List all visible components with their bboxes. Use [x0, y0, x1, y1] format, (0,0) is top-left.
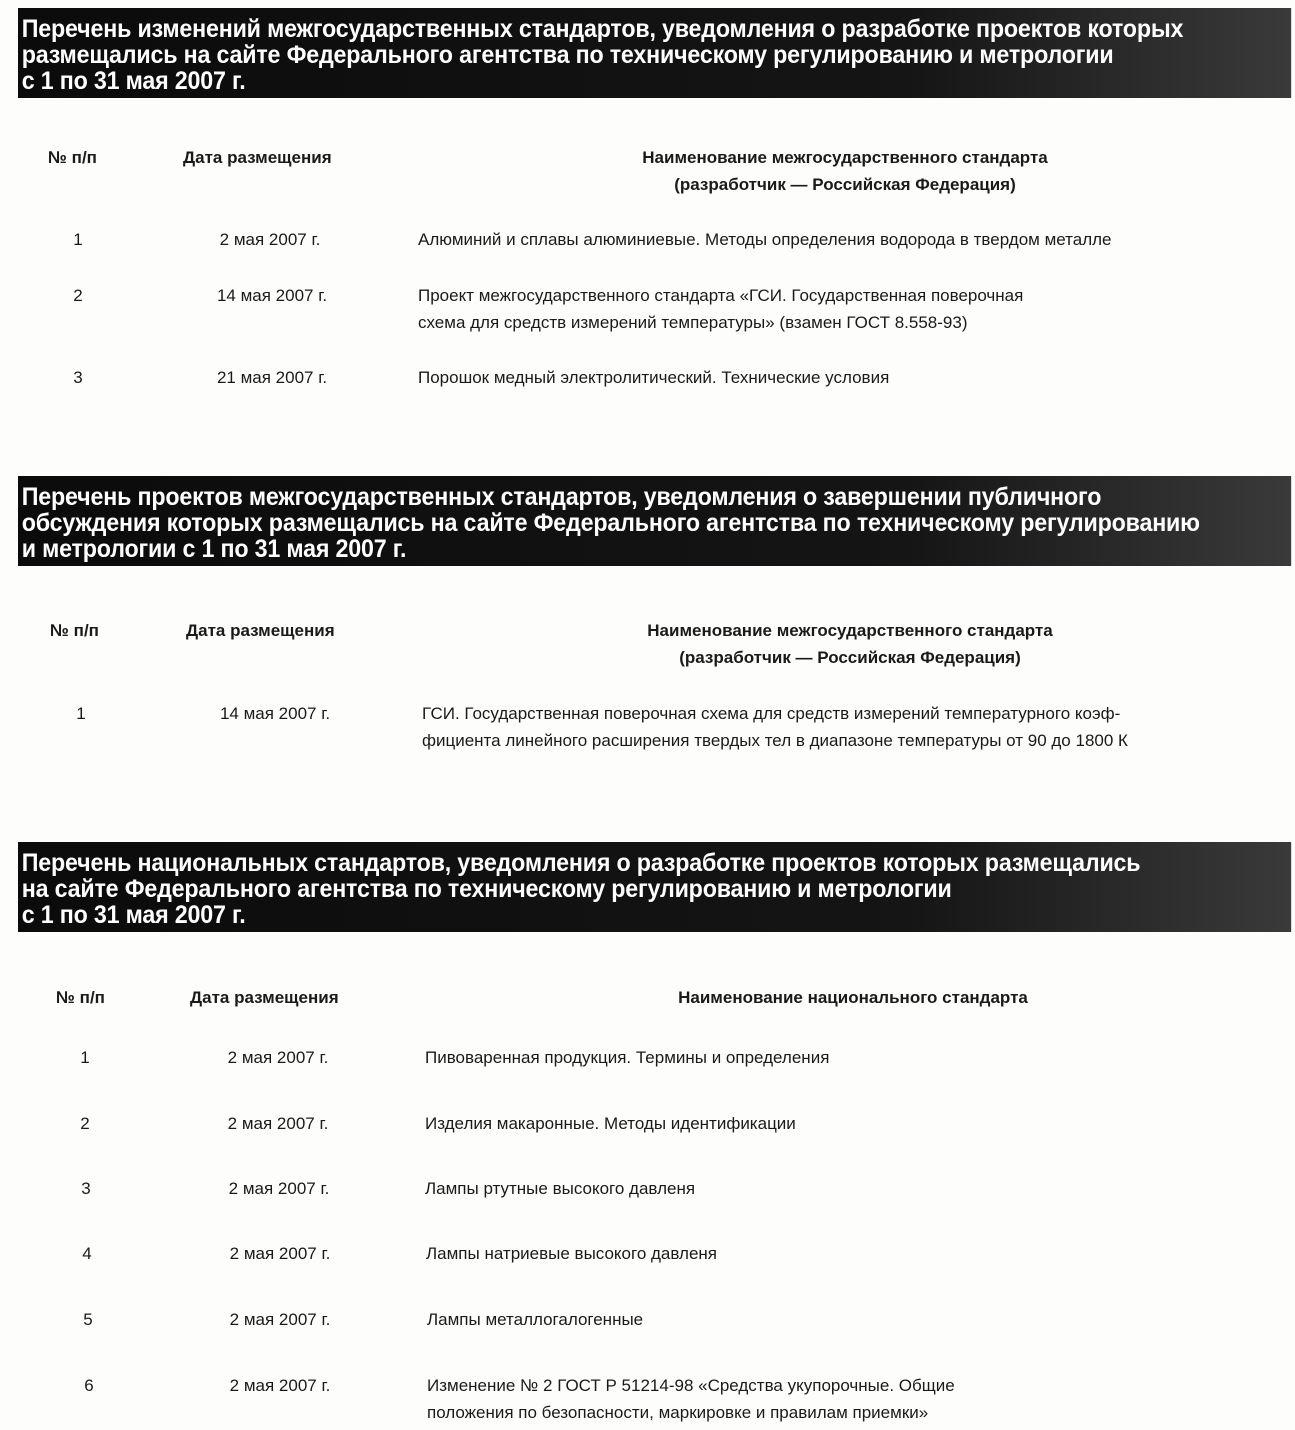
row-date: 21 мая 2007 г.: [216, 368, 328, 387]
row-date: 2 мая 2007 г.: [219, 230, 321, 249]
banner-line: обсуждения которых размещались на сайте Федерального агентства по техническому регулированию: [21, 509, 1200, 537]
row-title-line: Изделия макаронные. Методы идентификации: [425, 1114, 796, 1133]
row-date: 14 мая 2007 г.: [219, 704, 331, 723]
row-title: [418, 282, 1023, 336]
row-num: 1: [76, 704, 86, 723]
row-title-line: Лампы металлогалогенные: [427, 1310, 644, 1329]
row-num: 4: [82, 1244, 92, 1263]
row-num: 1: [80, 1048, 90, 1067]
row-title-line: Лампы натриевые высокого давленя: [426, 1244, 718, 1263]
row-title-line: Лампы ртутные высокого давленя: [425, 1179, 696, 1198]
header-name: [545, 617, 1155, 671]
row-title: [425, 1175, 695, 1202]
banner-line: Перечень национальных стандартов, уведомления о разработке проектов которых размещались: [21, 849, 1141, 877]
banner-line: Перечень проектов межгосударственных стандартов, уведомления о завершении публичного: [21, 483, 1102, 511]
header-num: № п/п: [50, 621, 99, 640]
header-date: Дата размещения: [183, 148, 332, 167]
row-title: [422, 700, 1128, 754]
row-title: [418, 226, 1112, 253]
header-num: № п/п: [48, 148, 97, 167]
row-title-line: фициента линейного расширения твердых тел в диапазоне температуры от 90 до 1800 К: [422, 731, 1128, 750]
row-num: 3: [73, 368, 83, 387]
row-date: 2 мая 2007 г.: [227, 1048, 329, 1067]
row-num: 5: [83, 1310, 93, 1329]
header-name-line: (разработчик — Российская Федерация): [674, 175, 1016, 194]
banner-line: размещались на сайте Федерального агентства по техническому регулированию и метрологии: [21, 41, 1114, 69]
row-date: 14 мая 2007 г.: [216, 286, 328, 305]
row-title: [425, 1044, 829, 1071]
header-date: Дата размещения: [186, 621, 335, 640]
banner-line: Перечень изменений межгосударственных стандартов, уведомления о разработке проектов которых: [21, 15, 1184, 43]
row-title: [427, 1306, 643, 1333]
header-name-line: (разработчик — Российская Федерация): [679, 648, 1021, 667]
banner-line: на сайте Федерального агентства по техническому регулированию и метрологии: [21, 875, 952, 903]
row-title-line: Пивоваренная продукция. Термины и определения: [425, 1048, 830, 1067]
row-title: [426, 1240, 717, 1267]
banner-line: и метрологии с 1 по 31 мая 2007 г.: [21, 535, 407, 563]
row-title-line: схема для средств измерений температуры» (взамен ГОСТ 8.558-93): [418, 313, 968, 332]
row-title-line: положения по безопасности, маркировке и правилам приемки»: [427, 1403, 929, 1422]
header-name-line: Наименование межгосударственного стандарта: [647, 621, 1053, 640]
row-title: [425, 1110, 796, 1137]
row-date: 2 мая 2007 г.: [229, 1376, 331, 1395]
header-name: [548, 984, 1158, 1011]
row-title-line: Проект межгосударственного стандарта «ГСИ. Государственная поверочная: [418, 286, 1024, 305]
row-title-line: Порошок медный электролитический. Технические условия: [418, 368, 890, 387]
section-banner: [18, 842, 1291, 932]
header-name-line: Наименование межгосударственного стандарта: [642, 148, 1048, 167]
row-num: 2: [73, 286, 83, 305]
header-name: [540, 144, 1150, 198]
banner-line: с 1 по 31 мая 2007 г.: [21, 67, 246, 95]
row-title-line: Алюминий и сплавы алюминиевые. Методы определения водорода в твердом металле: [418, 230, 1112, 249]
row-title-line: Изменение № 2 ГОСТ Р 51214-98 «Средства укупорочные. Общие: [427, 1376, 955, 1395]
header-num: № п/п: [56, 988, 105, 1007]
row-title-line: ГСИ. Государственная поверочная схема для средств измерений температурного коэф-: [422, 704, 1121, 723]
header-date: Дата размещения: [190, 988, 339, 1007]
row-date: 2 мая 2007 г.: [229, 1244, 331, 1263]
row-date: 2 мая 2007 г.: [228, 1179, 330, 1198]
section-banner: [18, 476, 1291, 566]
row-date: 2 мая 2007 г.: [229, 1310, 331, 1329]
header-name-line: Наименование национального стандарта: [678, 988, 1028, 1007]
row-date: 2 мая 2007 г.: [227, 1114, 329, 1133]
row-title: [427, 1372, 955, 1426]
section-banner: [18, 8, 1291, 98]
row-title: [418, 364, 889, 391]
row-num: 3: [81, 1179, 91, 1198]
row-num: 6: [84, 1376, 94, 1395]
row-num: 1: [73, 230, 83, 249]
row-num: 2: [80, 1114, 90, 1133]
banner-line: с 1 по 31 мая 2007 г.: [21, 901, 246, 929]
